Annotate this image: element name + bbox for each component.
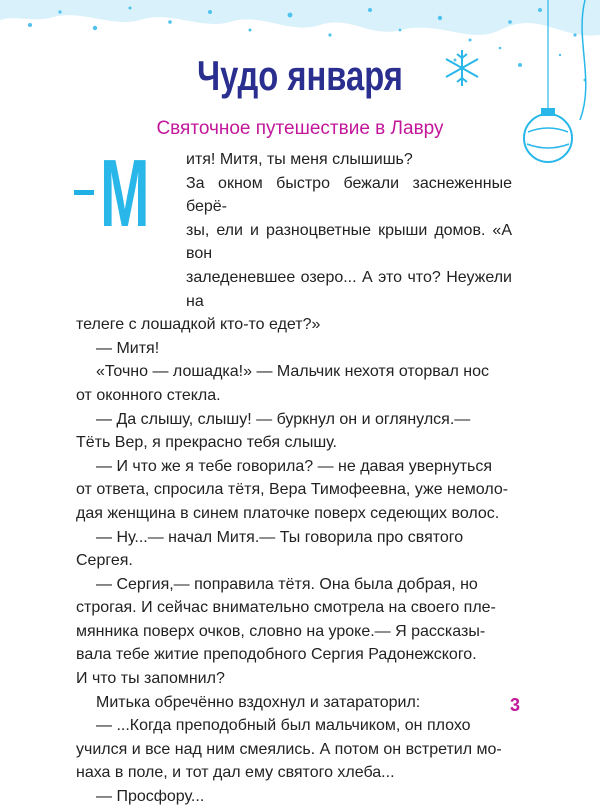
text-line: — Просфору... xyxy=(96,788,205,806)
drop-cap: М xyxy=(100,140,150,247)
text-line: дая женщина в синем платочке поверх седеющих волос. xyxy=(76,504,500,522)
text-line: Митька обречённо вздохнул и затараторил: xyxy=(96,693,421,711)
text-line: учился и все над ним смеялись. А потом он встретил мо- xyxy=(76,740,502,758)
text-line: — Сергия,— поправила тётя. Она была добрая, но xyxy=(96,575,478,593)
text-line: итя! Митя, ты меня слышишь? xyxy=(186,151,413,168)
story-text xyxy=(76,140,512,809)
text-line: наха в поле, и тот дал ему святого хлеба... xyxy=(76,764,395,782)
text-line: — И что же я тебе говорила? — не давая увернуться xyxy=(96,457,493,475)
text-line: от ответа, спросила тётя, Вера Тимофеевна, уже немоло- xyxy=(76,481,509,499)
text-line: Тёть Вер, я прекрасно тебя слышу. xyxy=(76,434,337,452)
page-number: 3 xyxy=(509,695,520,715)
text-line: строгая. И сейчас внимательно смотрела на своего пле- xyxy=(76,599,496,617)
text-line: И что ты запомнил? xyxy=(76,670,225,688)
page-title: Чудо января xyxy=(197,52,403,99)
text-line: — ...Когда преподобный был мальчиком, он плохо xyxy=(96,717,471,735)
text-line: «Точно — лошадка!» — Мальчик нехотя оторвал нос xyxy=(96,363,490,381)
text-line: вала тебе житие преподобного Сергия Радонежского. xyxy=(76,646,477,664)
text-line: телеге с лошадкой кто-то едет?» xyxy=(76,316,321,334)
text-line: — Ну...— начал Митя.— Ты говорила про святого xyxy=(96,528,464,546)
text-line: зы, ели и разноцветные крыши домов. «А вон xyxy=(186,221,512,263)
text-line: мянника поверх очков, словно на уроке.— Я рассказы- xyxy=(76,622,486,640)
text-line: — Да слышу, слышу! — буркнул он и оглянулся.— xyxy=(96,410,471,428)
text-line: За окном быстро бежали заснеженные берё- xyxy=(186,174,512,216)
page-subtitle: Святочное путешествие в Лавру xyxy=(156,118,444,139)
text-line: заледеневшее озеро... А это что? Неужели на xyxy=(186,268,512,310)
text-line: Сергея. xyxy=(76,552,133,570)
text-line: от оконного стекла. xyxy=(76,386,221,404)
text-line: — Митя! xyxy=(96,339,160,357)
